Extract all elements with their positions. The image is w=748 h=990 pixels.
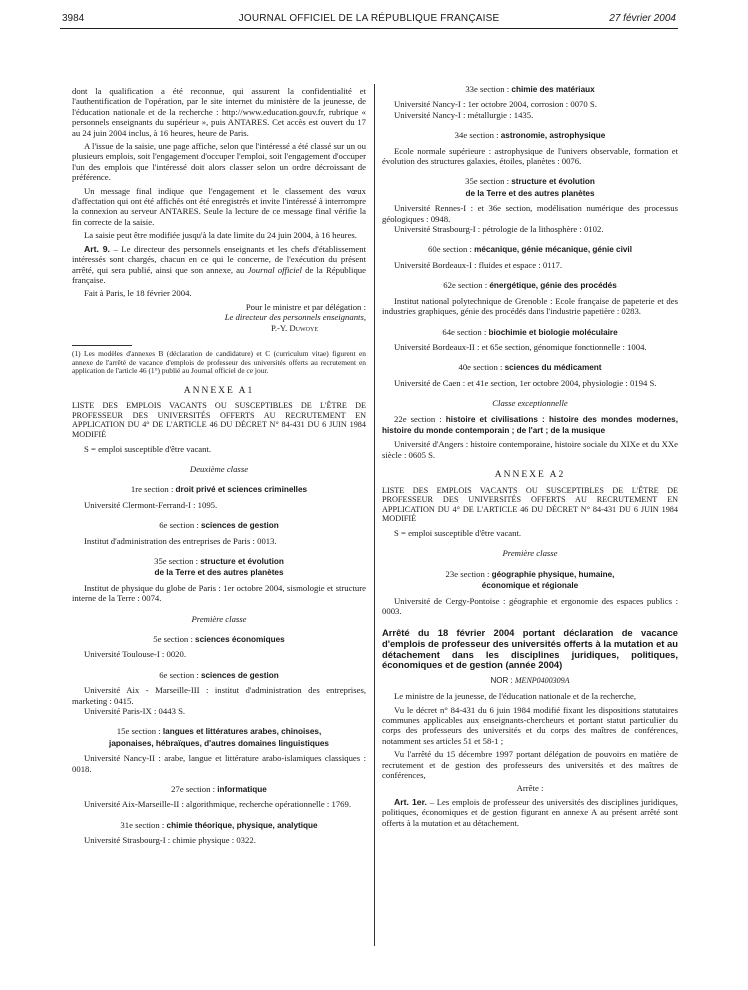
class-heading: Deuxième classe bbox=[189, 463, 249, 474]
section-heading: 62e section : énergétique, génie des procédés bbox=[443, 280, 617, 291]
section-heading: 5e section : sciences économiques bbox=[153, 633, 285, 644]
class-heading: Classe exceptionnelle bbox=[492, 398, 568, 409]
list-item: Université Rennes-I : et 36e section, modélisation numérique des processus géologiques : 0948. bbox=[382, 203, 678, 224]
list-item: Université Bordeaux-I : fluides et espace : 0117. bbox=[394, 259, 563, 270]
signature-line-2 bbox=[72, 312, 366, 322]
list-item: Institut d'administration des entreprises de Paris : 0013. bbox=[84, 535, 277, 546]
section-heading: 1re section : droit privé et sciences criminelles bbox=[130, 484, 308, 495]
paragraph: dont la qualification a été reconnue, qui assurent la confidentialité et l'authentification de l'opération, par le site internet du ministère de la jeunesse, de l'éducation nationale et de la recherche : http://www.education.gouv.fr, rubrique « personnels enseignants du supérieur », puis ANTARES. Cet accès est ouvert du 17 au 24 juin 2004 inclus, à 16 heures, heure de Paris. bbox=[72, 86, 366, 138]
signature-name: P.-Y. Duwoye bbox=[270, 322, 318, 333]
paragraph: Vu l'arrêté du 15 décembre 1997 portant délégation de pouvoirs en matière de recrutement et de gestion des professeurs des universités et des maîtres de conférences, bbox=[382, 749, 678, 780]
list-item: Université Aix-Marseille-II : algorithmique, recherche opérationnelle : 1769. bbox=[84, 799, 352, 810]
list-item: Université Clermont-Ferrand-I : 1095. bbox=[84, 499, 218, 510]
column-divider bbox=[374, 84, 375, 946]
list-item: Université de Cergy-Pontoise : géographie et ergonomie des espaces publics : 0003. bbox=[382, 595, 678, 616]
page-number: 3984 bbox=[62, 13, 85, 24]
list-item: Université Bordeaux-II : et 65e section, génomique fonctionnelle : 1004. bbox=[394, 341, 647, 352]
section-heading: 15e section : langues et littératures arabes, chinoises, japonaises, hébraïques, d'autres domaines linguistiques bbox=[109, 726, 329, 748]
paragraph: A l'issue de la saisie, une page affiche, selon que l'intéressé a été classé sur un ou plusieurs emplois, soit l'engagement d'occuper l'emploi, soit l'engagement d'occuper l'un des emplois que l'intéressé doit alors classer selon un ordre décroissant de préférence. bbox=[72, 141, 366, 183]
annexe-a2-heading: ANNEXE A2 bbox=[494, 470, 566, 481]
annexe-a2-title: LISTE DES EMPLOIS VACANTS OU SUSCEPTIBLES DE L'ÊTRE DE PROFESSEUR DES UNIVERSITÉS OFFERTS AU RECRUTEMENT EN APPLICATION DU 4° DE L'ARTICLE 46 DU DÉCRET N° 84-431 DU 6 JUIN 1984 MODIFIÉ bbox=[382, 485, 678, 524]
annexe-a1-heading: ANNEXE A1 bbox=[183, 385, 255, 396]
left-column bbox=[72, 86, 366, 849]
list-item: Université Nancy-II : arabe, langue et littérature arabo-islamiques classiques : 0018. bbox=[72, 753, 366, 774]
section-heading: 31e section : chimie théorique, physique, analytique bbox=[120, 819, 318, 830]
paragraph: Vu le décret n° 84-431 du 6 juin 1984 modifié fixant les dispositions statutaires communes applicables aux enseignants-chercheurs et portant statut particulier du corps des professeurs des universités et du corps des maîtres de conférences, notamment ses articles 51 et 58-1 ; bbox=[382, 704, 678, 746]
section-heading: 35e section : structure et évolution de la Terre et des autres planètes bbox=[154, 555, 284, 578]
arrete-title: Arrêté du 18 février 2004 portant déclaration de vacance d'emplois de professeur des universités offerts à la mutation et au détachement dans les disciplines juridiques, politiques, économiques et de gestion (année 2004) bbox=[382, 627, 678, 671]
annexe-a1-title: LISTE DES EMPLOIS VACANTS OU SUSCEPTIBLES DE L'ÊTRE DE PROFESSEUR DES UNIVERSITÉS OFFERTS AU RECRUTEMENT EN APPLICATION DU 4° DE L'ARTICLE 46 DU DÉCRET N° 84-431 DU 6 JUIN 1984 MODIFIÉ bbox=[72, 401, 366, 439]
list-item: Université de Caen : et 41e section, 1er octobre 2004, physiologie : 0194 S. bbox=[394, 377, 657, 388]
signature-line-1: Pour le ministre et par délégation : bbox=[245, 301, 366, 312]
list-item: Université Strasbourg-I : pétrologie de la lithosphère : 0102. bbox=[394, 224, 604, 235]
signature-title: Le directeur des personnels enseignants, bbox=[224, 312, 366, 323]
list-item: Université d'Angers : histoire contemporaine, histoire sociale du XIXe et du XXe siècle : 0605 S. bbox=[382, 439, 678, 460]
footnote-rule bbox=[72, 345, 132, 346]
list-item: Ecole normale supérieure : astrophysique de l'univers observable, formation et évolution des structures galaxies, étoiles, planètes : 0076. bbox=[382, 145, 678, 167]
list-item: Institut national polytechnique de Grenoble : Ecole française de papeterie et des industries graphiques, génie des procédés dans l'industrie papetière : 0283. bbox=[382, 295, 678, 317]
section-heading: 6e section : sciences de gestion bbox=[159, 669, 279, 680]
issue-date: 27 février 2004 bbox=[609, 13, 676, 24]
list-item: Université Paris-IX : 0443 S. bbox=[84, 706, 186, 716]
nor-reference: NOR : MENP0400309A bbox=[490, 675, 570, 685]
arrete-label: Arrête : bbox=[516, 783, 544, 794]
header-rule bbox=[60, 28, 678, 29]
section-heading: 23e section : géographie physique, humaine, économique et régionale bbox=[445, 568, 615, 591]
article-9-label: Art. 9. bbox=[84, 243, 110, 254]
article-9-text: – Le directeur des personnels enseignants et les chefs d'établissement intéressés sont chargés, chacun en ce qui le concerne, de l'exécution du présent arrêté, qui sera publié, ainsi que son annexe, au bbox=[72, 243, 366, 275]
page-header bbox=[62, 13, 676, 29]
fait-a-paris: Fait à Paris, le 18 février 2004. bbox=[84, 288, 192, 299]
paragraph: Le ministre de la jeunesse, de l'éducation nationale et de la recherche, bbox=[394, 691, 637, 702]
section-heading: 6e section : sciences de gestion bbox=[159, 520, 279, 531]
section-heading: 22e section : histoire et civilisations : histoire des mondes modernes, histoire du monde contemporain ; de l'art ; de la musique bbox=[382, 413, 678, 435]
section-heading: 34e section : astronomie, astrophysique bbox=[454, 130, 606, 141]
section-heading: 60e section : mécanique, génie mécanique, génie civil bbox=[428, 244, 632, 255]
legend: S = emploi susceptible d'être vacant. bbox=[394, 527, 522, 538]
list-item: Université Strasbourg-I : chimie physique : 0322. bbox=[84, 835, 256, 846]
article-1: Art. 1er. – Les emplois de professeur des universités des disciplines juridiques, politiques, économiques et de gestion figurant en annexe A au présent arrêté sont offerts à la mutation et au détachement. bbox=[382, 796, 678, 828]
list-item: Université Nancy-I : métallurgie : 1435. bbox=[394, 109, 534, 120]
class-heading: Première classe bbox=[502, 548, 558, 559]
list-item: Université Toulouse-I : 0020. bbox=[84, 649, 187, 660]
article-9-end: de la République française. bbox=[72, 264, 366, 285]
list-item: Université Nancy-I : 1er octobre 2004, corrosion : 0070 S. bbox=[394, 99, 597, 110]
journal-title: JOURNAL OFFICIEL DE LA RÉPUBLIQUE FRANÇAISE bbox=[238, 13, 500, 24]
section-heading: 40e section : sciences du médicament bbox=[458, 362, 602, 373]
legend: S = emploi susceptible d'être vacant. bbox=[84, 443, 212, 454]
paragraph: La saisie peut être modifiée jusqu'à la date limite du 24 juin 2004, à 16 heures. bbox=[84, 230, 357, 241]
footnote: (1) Les modèles d'annexes B (déclaration de candidature) et C (curriculum vitae) figurent en annexe de l'arrêté de vacance d'emplois de professeur des universités offerts au recrutement en application de l'article 46 (1°) publié au Journal officiel de ce jour. bbox=[72, 348, 366, 376]
right-column bbox=[382, 84, 678, 831]
paragraph: Un message final indique que l'engagement et le classement des vœux d'affectation qui ont été affichés ont été enregistrés et invite l'intéressé à interrompre la connexion au serveur ANTARES. Seule la lecture de ce message final vérifie la fin correcte de la saisie. bbox=[72, 185, 366, 227]
article-9 bbox=[72, 244, 366, 286]
section-heading: 33e section : chimie des matériaux bbox=[465, 84, 595, 94]
list-item: Université Aix - Marseille-III : institut d'administration des entreprises, marketing : 0415. bbox=[72, 685, 366, 706]
section-heading: 27e section : informatique bbox=[171, 784, 267, 795]
section-heading: 35e section : structure et évolution de la Terre et des autres planètes bbox=[465, 176, 595, 198]
section-heading: 64e section : biochimie et biologie moléculaire bbox=[442, 326, 618, 337]
class-heading: Première classe bbox=[191, 613, 247, 624]
journal-officiel-ref: Journal officiel bbox=[247, 264, 302, 275]
list-item: Institut de physique du globe de Paris : 1er octobre 2004, sismologie et structure interne de la Terre : 0074. bbox=[72, 582, 366, 604]
